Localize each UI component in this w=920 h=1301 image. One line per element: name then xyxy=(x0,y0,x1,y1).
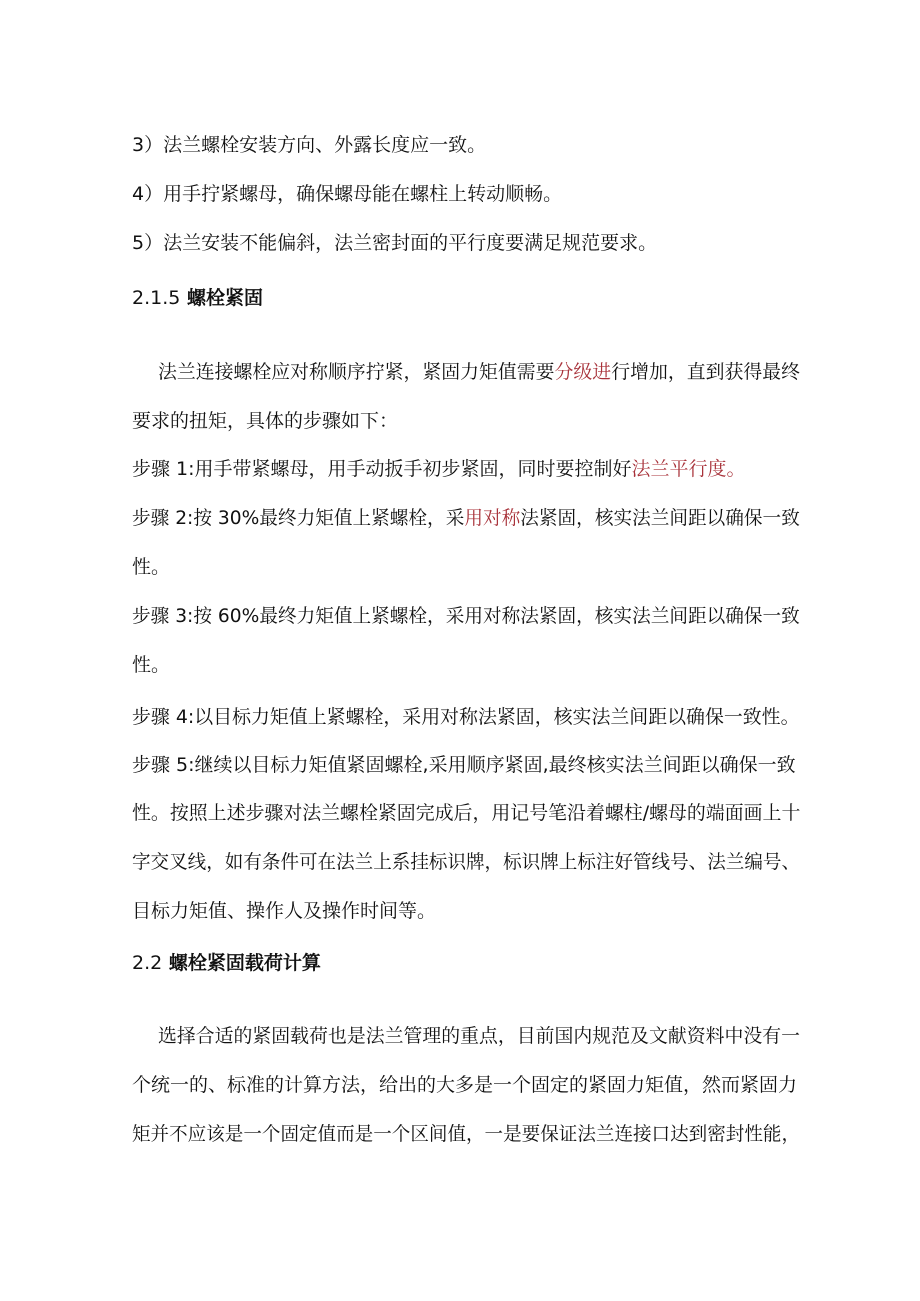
highlight-text: 用对称 xyxy=(464,507,521,529)
list-item-4: 4）用手拧紧螺母，确保螺母能在螺柱上转动顺畅。 xyxy=(132,183,563,205)
step-1-text: 步骤 1:用手带紧螺母，用手动扳手初步紧固，同时要控制好 xyxy=(132,458,632,480)
step-3-continued: 性。 xyxy=(132,654,171,676)
list-item-3: 3）法兰螺栓安装方向、外露长度应一致。 xyxy=(132,134,487,156)
step-2 xyxy=(132,506,800,530)
step-2-text-b: 法紧固，核实法兰间距以确保一致 xyxy=(520,507,800,529)
paragraph-2-2-line-3: 矩并不应该是一个固定值而是一个区间值，一是要保证法兰连接口达到密封性能， xyxy=(132,1123,801,1145)
step-2-text-a: 步骤 2:按 30%最终力矩值上紧螺栓，采 xyxy=(132,507,465,529)
section-number: 2.1.5 xyxy=(132,287,181,309)
step-5-line-3: 字交叉线，如有条件可在法兰上系挂标识牌，标识牌上标注好管线号、法兰编号、 xyxy=(132,851,801,873)
paragraph-2-2-line-1: 选择合适的紧固载荷也是法兰管理的重点，目前国内规范及文献资料中没有一 xyxy=(158,1025,801,1047)
step-5-line-1: 步骤 5:继续以目标力矩值紧固螺栓,采用顺序紧固,最终核实法兰间距以确保一致 xyxy=(132,754,796,776)
intro-text-a: 法兰连接螺栓应对称顺序拧紧，紧固力矩值需要 xyxy=(158,361,555,383)
paragraph-2-2-line-2: 个统一的、标准的计算方法，给出的大多是一个固定的紧固力矩值，然而紧固力 xyxy=(132,1074,798,1096)
step-4: 步骤 4:以目标力矩值上紧螺栓，采用对称法紧固，核实法兰间距以确保一致性。 xyxy=(132,706,800,728)
section-heading-2-2 xyxy=(132,951,321,975)
step-3: 步骤 3:按 60%最终力矩值上紧螺栓，采用对称法紧固，核实法兰间距以确保一致 xyxy=(132,605,800,627)
intro-paragraph-line-1 xyxy=(158,360,800,384)
list-item-5: 5）法兰安装不能偏斜，法兰密封面的平行度要满足规范要求。 xyxy=(132,232,658,254)
step-2-continued: 性。 xyxy=(132,556,171,578)
section-number: 2.2 xyxy=(132,952,163,974)
highlight-text: 分级进 xyxy=(554,361,612,383)
highlight-text: 法兰平行度。 xyxy=(631,458,746,480)
step-5-line-4: 目标力矩值、操作人及操作时间等。 xyxy=(132,900,437,922)
section-title: 螺栓紧固 xyxy=(186,287,263,309)
step-5-line-2: 性。按照上述步骤对法兰螺栓紧固完成后，用记号笔沿着螺柱/螺母的端面画上十 xyxy=(132,802,801,824)
section-heading-2-1-5 xyxy=(132,286,263,310)
intro-paragraph-line-2: 要求的扭矩，具体的步骤如下： xyxy=(132,410,399,432)
section-title: 螺栓紧固载荷计算 xyxy=(168,952,321,974)
step-1 xyxy=(132,457,746,481)
intro-text-b: 行增加，直到获得最终 xyxy=(611,361,801,383)
